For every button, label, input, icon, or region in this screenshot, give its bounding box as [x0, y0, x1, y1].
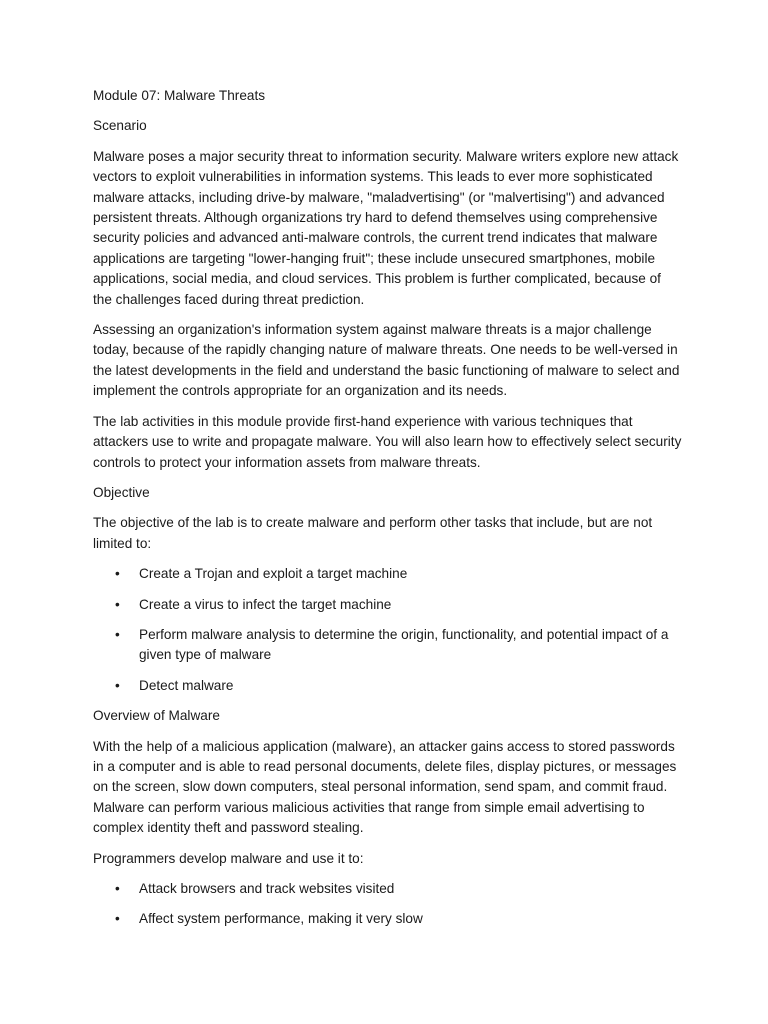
list-item-text: Attack browsers and track websites visited	[139, 881, 395, 896]
overview-paragraph: With the help of a malicious application (malware), an attacker gains access to stored passwords in a computer and is able to read personal documents, delete files, display pictures, or messages on the screen, slow down computers, steal personal information, send spam, and commit fraud. Malware can perform various malicious activities that range from simple email advertising to complex identity theft and password stealing.	[93, 738, 677, 836]
list-item	[93, 909, 683, 929]
list-item-text: Create a virus to infect the target machine	[139, 596, 392, 612]
bullet-icon: •	[115, 677, 120, 693]
list-item	[93, 595, 683, 615]
scenario-paragraph-1: Malware poses a major security threat to information security. Malware writers explore new attack vectors to exploit vulnerabilities in information systems. This leads to ever more sophisticated malware attacks, including drive-by malware, "maladvertising" (or "malvertising") and advanced persistent threats. Although organizations try hard to defend themselves using comprehensive security policies and advanced anti-malware controls, the current trend indicates that malware applications are targeting "lower-hanging fruit"; these include unsecured smartphones, mobile applications, social media, and cloud services. This problem is further complicated, because of the challenges faced during threat prediction.	[93, 148, 679, 307]
module-title: Module 07: Malware Threats	[93, 88, 266, 103]
list-item-text: Perform malware analysis to determine the origin, functionality, and potential impact of a given type of malware	[139, 626, 669, 663]
bullet-icon: •	[115, 881, 120, 896]
list-item	[93, 879, 683, 899]
objective-intro: The objective of the lab is to create malware and perform other tasks that include, but are not limited to:	[93, 515, 653, 551]
list-item-text: Affect system performance, making it very slow	[139, 911, 423, 927]
bullet-icon: •	[115, 911, 120, 927]
overview-heading: Overview of Malware	[93, 708, 220, 724]
objective-heading: Objective	[93, 484, 150, 500]
bullet-icon: •	[115, 566, 120, 582]
overview-list	[93, 879, 683, 930]
list-item	[93, 564, 683, 584]
document-content	[93, 86, 683, 940]
scenario-heading: Scenario	[93, 118, 147, 134]
scenario-paragraph-2: Assessing an organization's information system against malware threats is a major challenge today, because of the rapidly changing nature of malware threats. One needs to be well-versed in the latest developments in the field and understand the basic functioning of malware to select and implement the controls appropriate for an organization and its needs.	[93, 322, 680, 399]
list-item	[93, 676, 683, 696]
list-item-text: Detect malware	[139, 677, 234, 693]
overview-intro: Programmers develop malware and use it to:	[93, 850, 364, 866]
scenario-paragraph-3: The lab activities in this module provide first-hand experience with various techniques that attackers use to write and propagate malware. You will also learn how to effectively select security controls to protect your information assets from malware threats.	[93, 413, 682, 470]
bullet-icon: •	[115, 626, 120, 642]
list-item	[93, 625, 683, 666]
list-item-text: Create a Trojan and exploit a target machine	[139, 566, 408, 582]
objective-list	[93, 564, 683, 696]
bullet-icon: •	[115, 596, 120, 612]
